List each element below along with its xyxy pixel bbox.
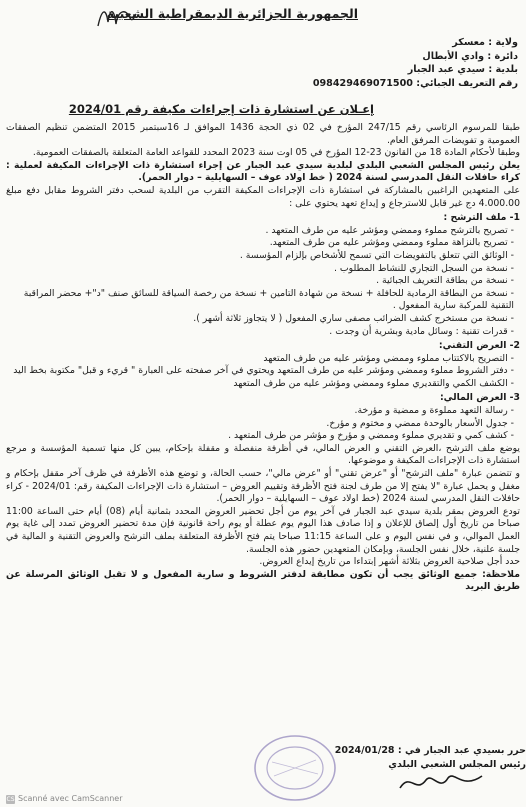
- section-heading: 1- ملف الترشح :: [443, 212, 520, 224]
- signatory-title: رئيس المجلس الشعبي البلدي: [388, 759, 526, 770]
- paragraph: يوضع ملف الترشح ،العرض التقني و العرض المالي، في أظرفة منفصلة و مقفلة بإحكام، يبين كل منها تسمية المؤسسة و مرجع استشارة ذات الإجراءات المكيفة و موضوعها.: [6, 442, 520, 467]
- paragraph: و تتضمن عبارة "ملف الترشح" أو "عرض تقني" أو "عرض مالي"، حسب الحالة، و توضع هذه الأظرفة في ظرف آخر مقفل بإحكام و مغفل و يحمل عبارة "لا يفتح إلا من طرف لجنة فتح الأظرفة وتقييم العروض – استشارة ذات الإجراءات المكيفة رقم: 2024/01 - كراء حافلات النقل المدرسي لسنة 2024 (خط اولاد عوف – السهايلية – دوار الحمر).: [6, 468, 521, 505]
- fiscal-id-line: رقم التعريف الجبائي: 098429469071500: [312, 77, 518, 89]
- financial-list: [6, 405, 520, 443]
- camscanner-icon: CS: [6, 796, 15, 803]
- paragraph: تودع العروض بمقر بلدية سيدي عبد الجبار في آخر يوم من أجل تحضير العروض المحدد بثمانية أيام (08) أيام حتى الساعة 11:00 صباحا من تاريخ أول إلصاق للإعلان و إذا صادف هذا اليوم يوم عطلة أو يوم راحة قانونية فإن مدة تحضير العروض تمدد إلى غاية يوم العمل الموالي، و في نفس اليوم و على الساعة 11:15 صباحا يتم فتح الأظرفة المتعلقة بملف الترشح والعروض التقنية و المالية في جلسة علنية، خلال نفس الجلسة، وبإمكان المتعهدين حضور هذه الجلسة.: [6, 505, 520, 555]
- technical-list: [6, 353, 520, 391]
- paragraph: طبقا للمرسوم الرئاسي رقم 247/15 المؤرخ في 02 ذي الحجة 1436 الموافق لـ 16سبتمبر 2015 المتضمن تنظيم الصفقات العمومية و تفويضات المرفق العام.: [6, 122, 521, 146]
- section-heading: 2- العرض التقني:: [438, 340, 520, 352]
- list-item: - كشف كمي و تقديري مملوء وممضي و مؤرخ و مؤشر من طرف المتعهد .: [6, 430, 514, 443]
- paragraph: وطبقا لأحكام المادة 18 من القانون 23-12 المؤرخ في 05 اوت سنة 2023 المحدد للقواعد العامة المتعلقة بالصفقات العمومية.: [32, 147, 520, 159]
- list-item: - جدول الأسعار بالوحدة ممضي و مختوم و مؤرخ.: [6, 418, 514, 431]
- list-item: - نسخة من البطاقة الرمادية للحافلة + نسخة من شهادة التامين + نسخة من رخصة السياقة للسائق صنف "د"+ محضر المراقبة التقنية للمركبة سارية المفعول .: [6, 288, 514, 313]
- wilaya-line: ولاية : معسكر: [452, 37, 518, 48]
- list-item: - الوثائق التي تتعلق بالتفويضات التي تسمح للأشخاص بإلزام المؤسسة .: [6, 250, 514, 263]
- list-item: - قدرات تقنية : وسائل مادية وبشرية أن وجدت .: [6, 326, 514, 339]
- stamp-icon: [252, 732, 338, 804]
- signature-icon: [396, 770, 486, 796]
- place-date: حرر بسيدي عبد الجبار في : 2024/01/28: [334, 745, 526, 756]
- scanner-watermark: CS Scanné avec CamScanner: [6, 794, 123, 803]
- daira-line: دائرة : وادي الأبطال: [422, 50, 518, 62]
- list-item: - تصريح بالنزاهة مملوء وممضي ومؤشر عليه من طرف المتعهد.: [6, 237, 514, 250]
- section-heading: 3- العرض المالي:: [439, 392, 520, 404]
- list-item: - نسخة من بطاقة التعريف الجبائية .: [6, 275, 514, 288]
- paragraph: حدد أجل صلاحية العروض بثلاثة أشهر إبتداءا من تاريخ إيداع العروض.: [259, 556, 520, 568]
- list-item: - دفتر الشروط مملوء وممضي ومؤشر عليه من طرف المتعهد ويحتوي في آخر صفحته على العبارة " قريء و قبل" مكتوبة بخط اليد: [6, 365, 514, 378]
- paragraph: على المتعهدين الراغبين بالمشاركة في استشارة ذات الإجراءات المكيفة التقرب من البلدية لسحب دفتر الشروط مقابل دفع مبلغ 4.000.00 دج غير قابل للاسترجاع و إيداع تعهد يحتوي على :: [6, 184, 520, 209]
- list-item: - التصريح بالاكتتاب مملوء وممضي ومؤشر عليه من طرف المتعهد: [6, 353, 514, 366]
- candidacy-list: [6, 225, 520, 338]
- list-item: - الكشف الكمي والتقديري مملوء وممضي ومؤشر عليه من طرف المتعهد: [6, 378, 514, 391]
- commune-line: بلدية : سيدي عبد الجبار: [407, 64, 518, 75]
- list-item: - نسخة من مستخرج كشف الضرائب مصفى ساري المفعول ( لا يتجاوز ثلاثة أشهر ).: [6, 313, 514, 326]
- republic-header: الجمهورية الجزائرية الديمقراطية الشعبية: [106, 6, 358, 21]
- list-item: - نسخة من السجل التجاري للنشاط المطلوب .: [6, 263, 514, 276]
- list-item: - تصريح بالترشح مملوء وممضي ومؤشر عليه من طرف المتعهد .: [6, 225, 514, 238]
- note: ملاحظة: جميع الوثائق يجب أن تكون مطابقة لدفتر الشروط و سارية المفعول و لا تقبل الوثائق المرسلة عن طريق البريد: [6, 568, 520, 593]
- handwritten-initials-icon: [96, 4, 138, 32]
- paragraph: يعلن رئيس المجلس الشعبي البلدي لبلدية سيدي عبد الجبار عن إجراء استشارة ذات الإجراءات المكيفة لعملية : كراء حافلات النقل المدرسي لسنة 2024 ( خط اولاد عوف – السهايلية – دوار الحمر).: [6, 159, 520, 184]
- notice-title: إعـلان عن استشارة ذات إجراءات مكيفة رقم 2024/01: [68, 102, 374, 116]
- list-item: - رسالة التعهد مملوءة و ممضية و مؤرخة.: [6, 405, 514, 418]
- admin-block: [313, 36, 518, 90]
- notice-body: [6, 122, 520, 594]
